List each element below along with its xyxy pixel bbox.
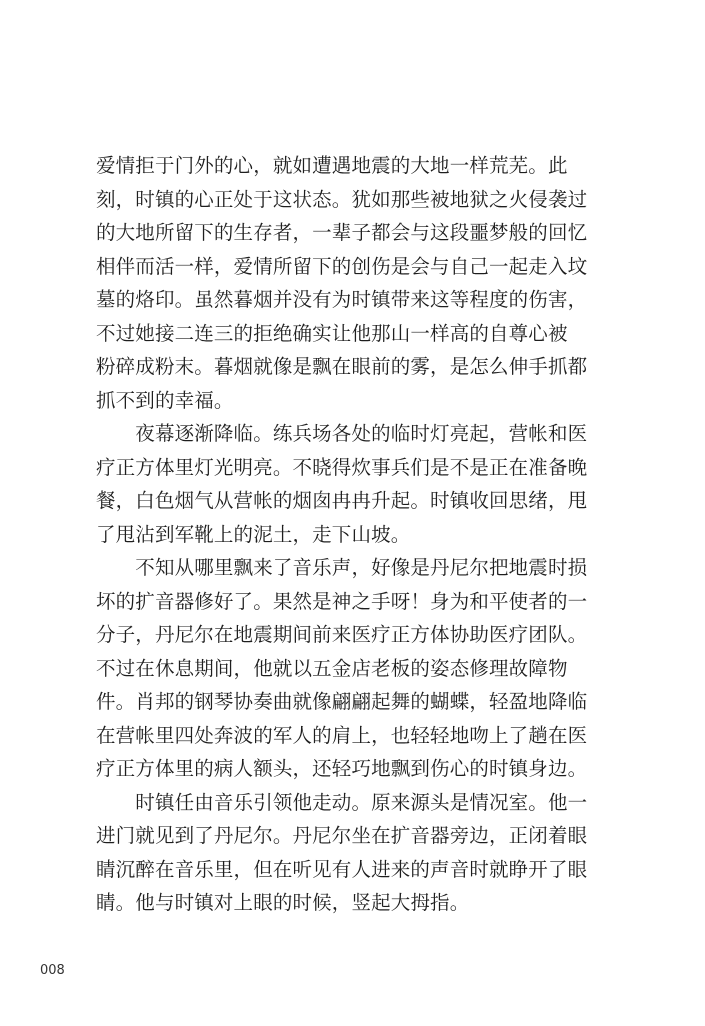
text-line: 不过在休息期间，他就以五金店老板的姿态修理故障物 [96, 656, 568, 680]
text-line: 件。肖邦的钢琴协奏曲就像翩翩起舞的蝴蝶，轻盈地降临 [96, 690, 588, 713]
text-line: 夜幕逐渐降临。练兵场各处的临时灯亮起，营帐和医 [96, 422, 588, 445]
text-line: 不知从哪里飘来了音乐声，好像是丹尼尔把地震时损 [96, 556, 588, 579]
paragraph-4 [96, 786, 606, 920]
text-line: 墓的烙印。虽然暮烟并没有为时镇带来这等程度的伤害， [96, 288, 588, 311]
body-text [96, 149, 606, 920]
paragraph-2 [96, 417, 606, 551]
text-line: 疗正方体里的病人额头，还轻巧地飘到伤心的时镇身边。 [96, 757, 588, 780]
text-line: 爱情拒于门外的心，就如遭遇地震的大地一样荒芜。此 [96, 154, 568, 177]
text-line: 坏的扩音器修好了。果然是神之手呀！身为和平使者的一 [96, 589, 588, 613]
text-line: 了甩沾到军靴上的泥土，走下山坡。 [96, 522, 411, 546]
text-line: 刻，时镇的心正处于这状态。犹如那些被地狱之火侵袭过 [96, 187, 588, 211]
text-line: 餐，白色烟气从营帐的烟囱冉冉升起。时镇收回思绪，甩 [96, 489, 588, 512]
text-line: 粉碎成粉末。暮烟就像是飘在眼前的雾，是怎么伸手抓都 [96, 355, 588, 378]
text-line: 进门就见到了丹尼尔。丹尼尔坐在扩音器旁边，正闭着眼 [96, 824, 588, 847]
text-line: 睛。他与时镇对上眼的时候，竖起大拇指。 [96, 891, 470, 914]
text-line: 睛沉醉在音乐里，但在听见有人进来的声音时就睁开了眼 [96, 857, 588, 881]
text-line: 疗正方体里灯光明亮。不晓得炊事兵们是不是正在准备晚 [96, 455, 588, 479]
text-line: 分子，丹尼尔在地震期间前来医疗正方体协助医疗团队。 [96, 623, 588, 646]
page-number: 008 [40, 963, 65, 978]
text-line: 时镇任由音乐引领他走动。原来源头是情况室。他一 [96, 790, 588, 814]
text-line: 在营帐里四处奔波的军人的肩上，也轻轻地吻上了趟在医 [96, 723, 588, 747]
text-line: 相伴而活一样，爱情所留下的创伤是会与自己一起走入坟 [96, 254, 588, 278]
paragraph-3 [96, 551, 606, 786]
text-line: 抓不到的幸福。 [96, 388, 234, 412]
text-line: 的大地所留下的生存者，一辈子都会与这段噩梦般的回忆 [96, 221, 588, 244]
text-line: 不过她接二连三的拒绝确实让他那山一样高的自尊心被 [96, 321, 568, 345]
paragraph-1 [96, 149, 606, 417]
